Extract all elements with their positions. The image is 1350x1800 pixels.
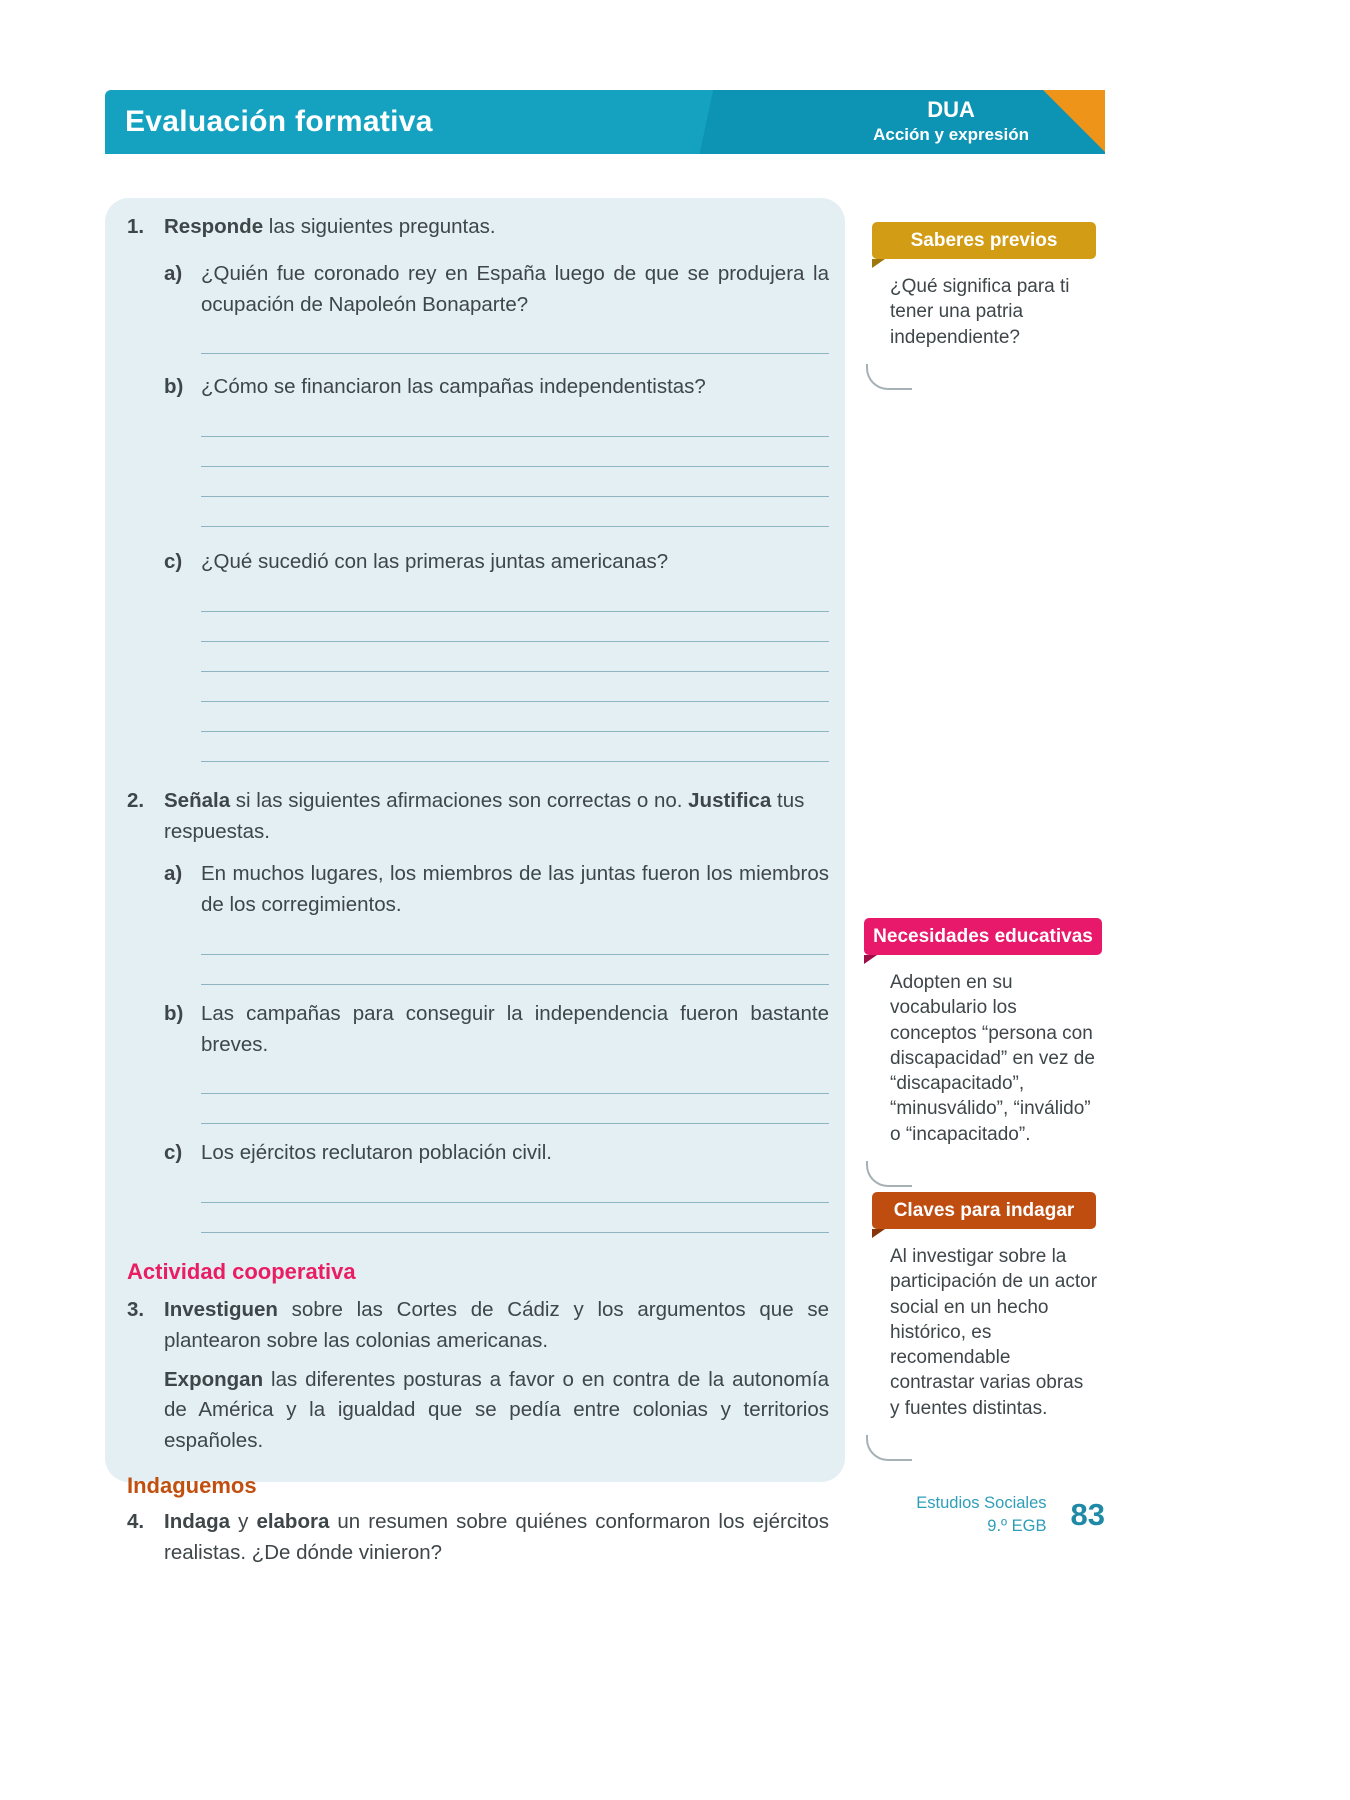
item-text: ¿Qué sucedió con las primeras juntas americanas? (201, 550, 669, 573)
item-text: Los ejércitos reclutaron población civil. (201, 1141, 552, 1165)
question-4 (105, 1507, 845, 1569)
question-2-intro (105, 786, 845, 848)
answer-line (201, 1064, 829, 1094)
answer-line (201, 732, 829, 762)
footer-subject: Estudios Sociales (916, 1494, 1047, 1512)
answer-line (201, 582, 829, 612)
note-text: Al investigar sobre la participación de un actor social en un hecho histórico, es recomendable contrastar varias obras y fuentes distintas. (890, 1246, 1098, 1419)
item-text: En muchos lugares, los miembros de las juntas fueron los miembros de los corregimientos. (201, 862, 829, 916)
item-label: a) (164, 261, 183, 285)
answer-lines (201, 1173, 829, 1233)
answer-line (201, 702, 829, 732)
question-number: 2. (127, 788, 145, 812)
answer-lines (201, 324, 829, 354)
page-title: Evaluación formativa (125, 105, 433, 138)
answer-line (201, 1173, 829, 1203)
page-footer (916, 1492, 1105, 1538)
answer-line (201, 407, 829, 437)
note-badge: Saberes previos (872, 222, 1096, 259)
cooperative-activity-heading: Actividad cooperativa (127, 1259, 356, 1284)
bracket-decoration-icon (866, 1161, 912, 1187)
note-badge: Necesidades educativas (864, 918, 1102, 955)
answer-lines (201, 407, 829, 527)
indaguemos-heading: Indaguemos (127, 1472, 257, 1498)
sidebar-note-necesidades-educativas (864, 918, 1104, 1187)
answer-lines (201, 1064, 829, 1124)
question-1b (105, 372, 845, 403)
question-1a (105, 259, 845, 321)
item-label: a) (164, 862, 183, 886)
question-text: Responde las siguientes preguntas. (164, 215, 496, 238)
item-text: Las campañas para conseguir la independencia fueron bastante breves. (201, 1001, 829, 1056)
question-2a (105, 859, 845, 921)
footer-meta (916, 1492, 1046, 1538)
answer-line (201, 324, 829, 354)
answer-line (201, 467, 829, 497)
dua-badge-subtitle: Acción y expresión (873, 125, 1029, 144)
answer-line (201, 1094, 829, 1124)
activity-panel (105, 198, 845, 1564)
answer-line (201, 672, 829, 702)
dua-badge-title: DUA (927, 97, 975, 122)
bracket-decoration-icon (866, 364, 912, 390)
question-2b (105, 999, 845, 1061)
answer-line (201, 955, 829, 985)
answer-lines (201, 925, 829, 985)
page-number: 83 (1070, 1497, 1105, 1533)
answer-line (201, 497, 829, 527)
question-number: 1. (127, 215, 145, 238)
ribbon-fold-icon (872, 259, 885, 268)
note-text: ¿Qué significa para ti tener una patria independiente? (890, 276, 1070, 348)
question-text: Señala si las siguientes afirmaciones son correctas o no. Justifica tus respuestas. (164, 788, 805, 843)
question-text: Investiguen sobre las Cortes de Cádiz y los argumentos que se plantearon sobre las colonias americanas. (164, 1298, 829, 1352)
question-2c (105, 1138, 845, 1169)
ribbon-fold-icon (872, 1229, 885, 1238)
note-badge: Claves para indagar (872, 1192, 1096, 1229)
item-label: b) (164, 375, 184, 399)
item-label: c) (164, 1141, 183, 1165)
item-label: b) (164, 1001, 184, 1025)
question-number: 4. (127, 1509, 145, 1533)
footer-grade: 9.º EGB (987, 1517, 1047, 1536)
sidebar-note-saberes-previos (864, 222, 1104, 390)
answer-line (201, 642, 829, 672)
item-text: ¿Cómo se financiaron las campañas independentistas? (201, 375, 706, 399)
question-1-intro (105, 212, 845, 243)
ribbon-fold-icon (864, 955, 877, 964)
answer-line (201, 925, 829, 955)
question-text: Indaga y elabora un resumen sobre quiénes conformaron los ejércitos realistas. ¿De dónde vinieron? (164, 1509, 829, 1564)
answer-lines (201, 582, 829, 762)
question-number: 3. (127, 1298, 145, 1321)
note-text: Adopten en su vocabulario los conceptos “persona con discapacidad” en vez de “discapacitado”, “minusválido”, “inválido” o “incapacitado”. (890, 972, 1095, 1145)
answer-line (201, 437, 829, 467)
question-1c (105, 547, 845, 578)
answer-line (201, 1203, 829, 1233)
question-3-continuation: Expongan las diferentes posturas a favor o en contra de la autonomía de América y la igualdad que se pedía entre colonias y territorios españoles. (164, 1367, 829, 1452)
sidebar-note-claves-para-indagar (864, 1192, 1104, 1461)
answer-line (201, 612, 829, 642)
item-text: ¿Quién fue coronado rey en España luego de que se produjera la ocupación de Napoleón Bonaparte? (201, 261, 829, 316)
question-3 (105, 1295, 845, 1357)
item-label: c) (164, 550, 183, 573)
bracket-decoration-icon (866, 1435, 912, 1461)
